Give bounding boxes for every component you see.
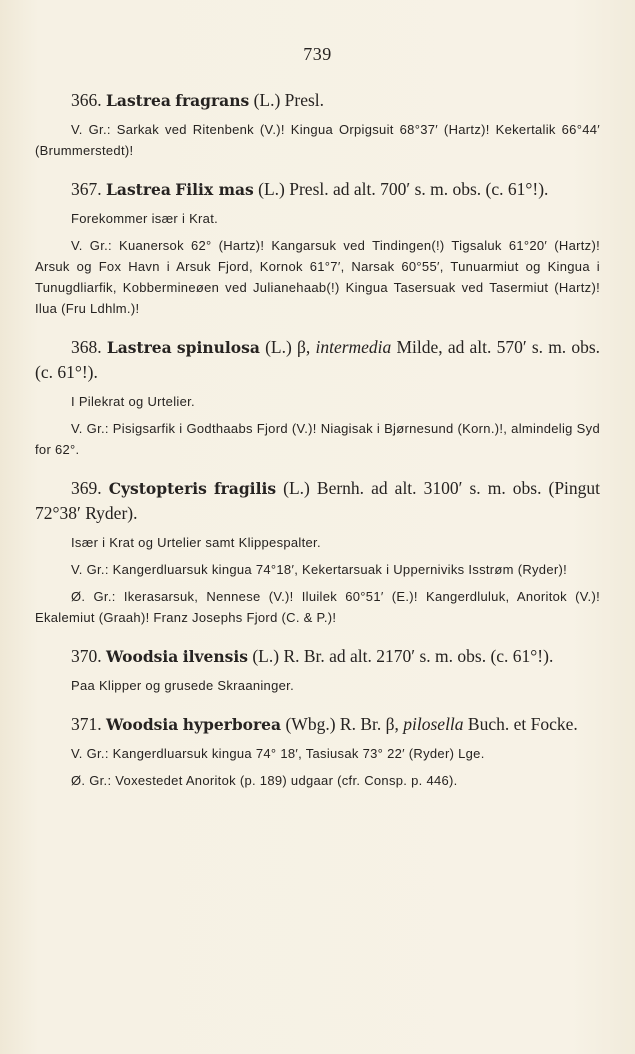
authority: (Wbg.) R. Br. β, (285, 714, 399, 734)
page-number: 739 (303, 44, 332, 64)
genus-name: Lastrea (106, 91, 171, 110)
genus-name: Woodsia (106, 647, 179, 666)
authority: (L.) Bernh. ad alt. 3100′ s. m. obs. (Pingut 72°38′ Ryder). (35, 478, 601, 523)
authority: (L.) β, (265, 337, 311, 357)
genus-name: Woodsia (106, 715, 179, 734)
variety-name: pilosella (403, 714, 464, 734)
entry-number: 367. (71, 179, 102, 199)
locality-paragraph: V. Gr.: Kangerdluarsuk kingua 74°18′, Kekertarsuak i Upperniviks Isstrøm (Ryder)! (71, 562, 568, 577)
entry-368 (35, 335, 600, 460)
page-content (35, 88, 600, 807)
habitat-paragraph: I Pilekrat og Urtelier. (71, 394, 195, 409)
species-name: ilvensis (182, 647, 248, 666)
locality-paragraph: Ø. Gr.: Ikerasarsuk, Nennese (V.)! Iluilek 60°51′ (E.)! Kangerdluluk, Anoritok (V.)! Ekalemiut (Graah)! Franz Josephs Fjord (C. & P.)! (35, 589, 600, 625)
entry-366 (35, 88, 600, 161)
authority-tail: Buch. et Focke. (467, 714, 578, 734)
entry-number: 366. (71, 90, 102, 110)
entry-371 (35, 712, 600, 791)
habitat-paragraph: Især i Krat og Urtelier samt Klippespalter. (71, 535, 321, 550)
entry-heading (35, 644, 600, 669)
entry-number: 370. (71, 646, 102, 666)
locality-paragraph: V. Gr.: Sarkak ved Ritenbenk (V.)! Kingua Orpigsuit 68°37′ (Hartz)! Kekertalik 66°44′ (Brummerstedt)! (35, 122, 600, 158)
entry-370 (35, 644, 600, 696)
species-name: spinulosa (176, 338, 260, 357)
entry-heading (35, 476, 600, 526)
genus-name: Cystopteris (108, 479, 207, 498)
authority: (L.) Presl. ad alt. 700′ s. m. obs. (c. 61°!). (258, 179, 549, 199)
entry-369 (35, 476, 600, 628)
entry-heading (35, 712, 600, 737)
locality-paragraph: V. Gr.: Kangerdluarsuk kingua 74° 18′, Tasiusak 73° 22′ (Ryder) Lge. (71, 746, 485, 761)
species-name: Filix mas (175, 180, 254, 199)
entry-heading (35, 177, 600, 202)
authority: (L.) Presl. (253, 90, 325, 110)
locality-paragraph: Ø. Gr.: Voxestedet Anoritok (p. 189) udgaar (cfr. Consp. p. 446). (71, 773, 458, 788)
entry-number: 369. (71, 478, 102, 498)
entry-number: 371. (71, 714, 102, 734)
species-name: fragilis (213, 479, 277, 498)
species-name: fragrans (175, 91, 250, 110)
entry-heading (35, 88, 600, 113)
habitat-paragraph: Forekommer især i Krat. (71, 211, 219, 226)
authority: (L.) R. Br. ad alt. 2170′ s. m. obs. (c. 61°!). (252, 646, 554, 666)
locality-paragraph: V. Gr.: Pisigsarfik i Godthaabs Fjord (V.)! Niagisak i Bjørnesund (Korn.)!, almindelig Syd for 62°. (35, 421, 600, 457)
entry-heading (35, 335, 600, 385)
entry-367 (35, 177, 600, 319)
variety-name: intermedia (315, 337, 392, 357)
locality-paragraph: V. Gr.: Kuanersok 62° (Hartz)! Kangarsuk ved Tindingen(!) Tigsaluk 61°20′ (Hartz)! Arsuk og Fox Havn i Arsuk Fjord, Kornok 61°7′, Narsak 60°55′, Tunuarmiut og Kingua i Tunugdliarfik, Kobbermineøen ved Julianehaab(!) Kingua Tasersuak ved Tasermiut (Hartz)! Ilua (Fru Ldhlm.)! (35, 238, 600, 316)
authority-tail: Milde, ad alt. 570′ s. m. obs. (c. 61°!). (35, 337, 601, 382)
species-name: hyperborea (182, 715, 282, 734)
habitat-paragraph: Paa Klipper og grusede Skraaninger. (71, 678, 294, 693)
entry-number: 368. (71, 337, 102, 357)
genus-name: Lastrea (106, 338, 172, 357)
genus-name: Lastrea (106, 180, 171, 199)
